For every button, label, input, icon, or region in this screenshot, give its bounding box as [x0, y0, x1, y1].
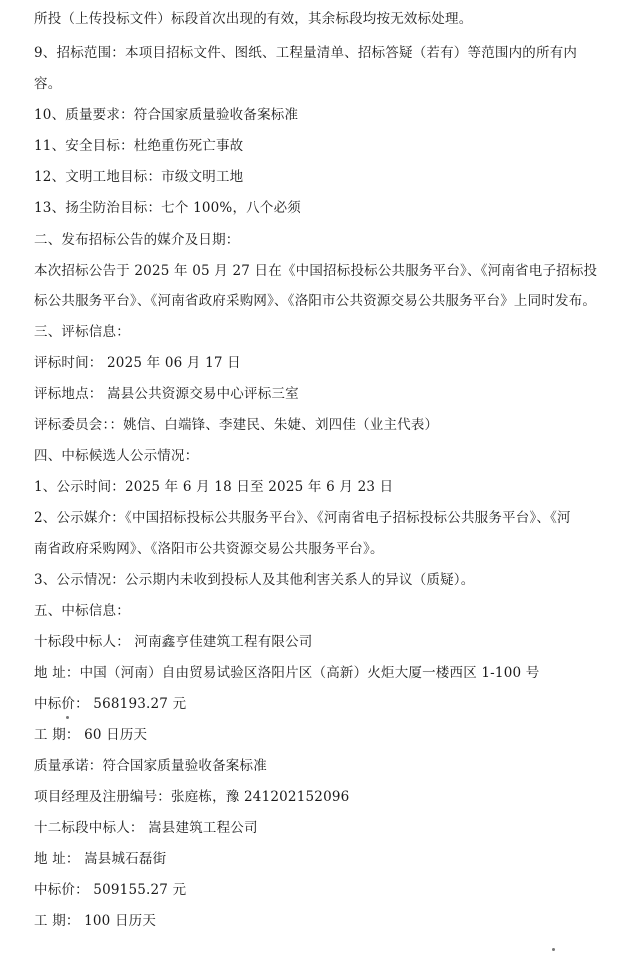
text-line-civilized-site: 12、文明工地目标：市级文明工地	[34, 169, 244, 185]
section-heading-award: 五、中标信息：	[34, 603, 130, 619]
text-line-eval-place: 评标地点： 嵩县公共资源交易中心评标三室	[34, 386, 299, 402]
text-line-scope-cont: 容。	[34, 76, 62, 92]
text-line-lot10-quality: 质量承诺：符合国家质量验收备案标准	[34, 758, 267, 774]
text-line-lot12-address: 地 址： 嵩县城石磊街	[34, 851, 167, 867]
text-line-publish-1: 本次招标公告于 2025 年 05 月 27 日在《中国招标投标公共服务平台》、《河南省电子招标投	[34, 263, 598, 279]
text-line-lot12-winner: 十二标段中标人： 嵩县建筑工程公司	[34, 820, 258, 836]
text-line-lot10-winner: 十标段中标人： 河南鑫亨佳建筑工程有限公司	[34, 634, 313, 650]
text-line-publicity-result: 3、公示情况：公示期内未收到投标人及其他利害关系人的异议（质疑）。	[34, 572, 475, 588]
text-line-dust-control: 13、扬尘防治目标：七个 100%，八个必须	[34, 200, 301, 216]
section-heading-media: 二、发布招标公告的媒介及日期：	[34, 232, 240, 248]
text-line-lot10-price: 中标价： 568193.27 元	[34, 696, 187, 712]
text-line-lot10-address: 地 址：中国（河南）自由贸易试验区洛阳片区（高新）火炬大厦一楼西区 1-100 号	[34, 665, 540, 681]
text-line-lot12-duration: 工 期： 100 日历天	[34, 913, 157, 929]
text-line-publicity-time: 1、公示时间：2025 年 6 月 18 日至 2025 年 6 月 23 日	[34, 479, 394, 495]
section-heading-evaluation: 三、评标信息：	[34, 324, 130, 340]
text-line-publish-2: 标公共服务平台》、《河南省政府采购网》、《洛阳市公共资源交易公共服务平台》上同时发布。	[34, 293, 597, 309]
text-line-lot10-manager: 项目经理及注册编号：张庭栋，豫 241202152096	[34, 789, 350, 805]
text-line-publicity-media-2: 南省政府采购网》、《洛阳市公共资源交易公共服务平台》。	[34, 541, 384, 557]
section-heading-publicity: 四、中标候选人公示情况：	[34, 448, 199, 464]
text-line-scope: 9、招标范围：本项目招标文件、图纸、工程量清单、招标答疑（若有）等范围内的所有内	[34, 45, 578, 61]
text-line-publicity-media-1: 2、公示媒介：《中国招标投标公共服务平台》、《河南省电子招标投标公共服务平台》、《河	[34, 510, 571, 526]
text-line-quality: 10、质量要求：符合国家质量验收备案标准	[34, 107, 299, 123]
text-line-safety: 11、安全目标：杜绝重伤死亡事故	[34, 138, 244, 154]
text-line-bid-validity: 所投（上传投标文件）标段首次出现的有效，其余标段均按无效标处理。	[34, 11, 473, 27]
text-line-eval-time: 评标时间： 2025 年 06 月 17 日	[34, 355, 241, 371]
text-line-eval-committee: 评标委员会：：姚信、白端锋、李建民、朱婕、刘四佳（业主代表）	[34, 417, 439, 433]
scan-speck	[66, 716, 69, 719]
text-line-lot10-duration: 工 期： 60 日历天	[34, 727, 148, 743]
scan-speck	[552, 948, 555, 951]
text-line-lot12-price: 中标价： 509155.27 元	[34, 882, 187, 898]
